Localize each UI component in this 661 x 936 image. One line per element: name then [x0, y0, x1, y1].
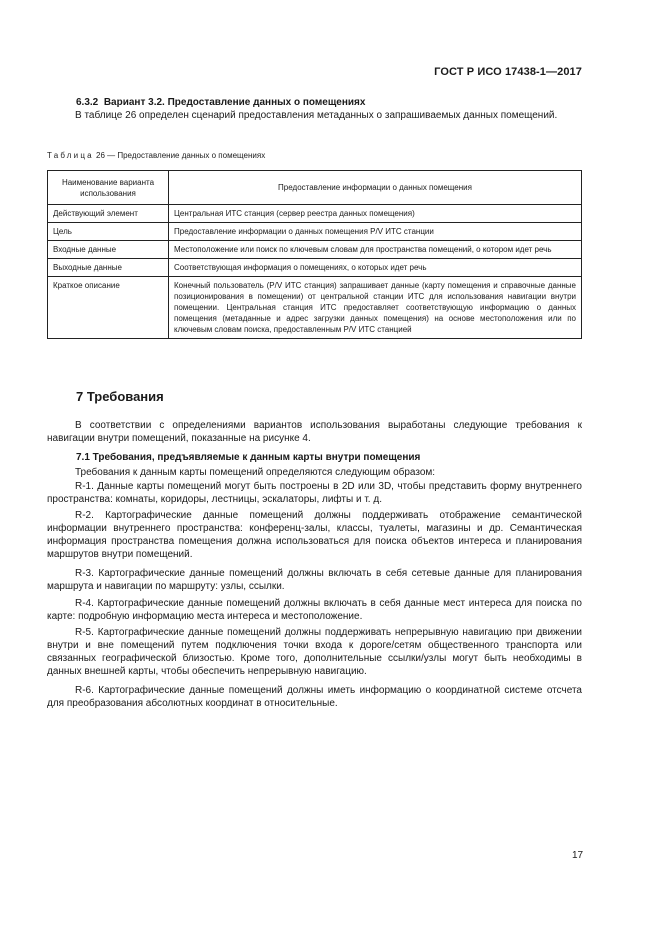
table-cell-name: Входные данные — [48, 241, 169, 259]
table-caption — [47, 151, 265, 160]
requirement-r4: R-4. Картографические данные помещений должны включать в себя данные мест интереса для поиска по карте: подробную информацию места интереса и местоположение. — [47, 598, 582, 622]
table-caption-label: Таблица — [47, 151, 94, 160]
table-row — [48, 241, 582, 259]
section-number: 6.3.2 — [76, 97, 99, 108]
table-cell-value: Центральная ИТС станция (сервер реестра данных помещения) — [169, 205, 582, 223]
table-cell-value: Соответствующая информация о помещениях, о которых идет речь — [169, 259, 582, 277]
requirement-r3: R-3. Картографические данные помещений должны включать в себя сетевые данные для планирования маршрута и навигации по маршруту: узлы, ссылки. — [47, 568, 582, 592]
table-cell-name: Выходные данные — [48, 259, 169, 277]
table-cell-name: Краткое описание — [48, 277, 169, 339]
requirement-r1: R-1. Данные карты помещений могут быть построены в 2D или 3D, чтобы представить форму внутреннего пространства: комнаты, коридоры, лестницы, эскалаторы, лифты и т. д. — [47, 481, 582, 505]
section-7-1-heading: 7.1 Требования, предъявляемые к данным карты внутри помещения — [76, 452, 421, 463]
section-7-heading: 7 Требования — [76, 389, 164, 404]
section-title: Вариант 3.2. Предоставление данных о помещениях — [103, 97, 366, 108]
document-header: ГОСТ Р ИСО 17438-1—2017 — [434, 66, 582, 78]
table-row — [48, 223, 582, 241]
table-cell-value: Местоположение или поиск по ключевым словам для пространства помещений, о котором идет речь — [169, 241, 582, 259]
table-row — [48, 277, 582, 339]
requirements-lead: Требования к данным карты помещений определяются следующим образом: — [75, 467, 436, 478]
section-7-intro: В соответствии с определениями вариантов использования выработаны следующие требования к навигации внутри помещений, показанные на рисунке 4. — [47, 420, 582, 444]
table-caption-text: 26 — Предоставление данных о помещениях — [93, 151, 266, 160]
page-number: 17 — [572, 850, 584, 861]
table-header-row — [48, 171, 582, 205]
table-header-cell: Наименование варианта использования — [48, 171, 169, 205]
table-cell-value: Предоставление информации о данных помещения P/V ИТС станции — [169, 223, 582, 241]
table-cell-value: Конечный пользователь (P/V ИТС станция) запрашивает данные (карту помещения и справочные данные позиционирования в помещении) от центральной станции ИТС для использования навигации внутри помещении. Центральная станция ИТС предоставляет соответствующую информацию о данных помещения (метаданные и адрес загрузки данных помещения) на основе местоположения или по ключевым словам поиска, предоставленным P/V ИТС станцией — [169, 277, 582, 339]
table-cell-name: Действующий элемент — [48, 205, 169, 223]
table-cell-name: Цель — [48, 223, 169, 241]
table-header-cell: Предоставление информации о данных помещения — [169, 171, 582, 205]
section-6-3-2-heading — [76, 96, 365, 109]
table-row — [48, 205, 582, 223]
section-6-3-2-paragraph: В таблице 26 определен сценарий предоставления метаданных о запрашиваемых данных помещений. — [75, 110, 558, 121]
use-case-table — [47, 170, 582, 339]
requirement-r2: R-2. Картографические данные помещений должны поддерживать отображение семантической информации внутреннего пространства: конференц-залы, классы, туалеты, магазины и др. Семантическая информация пространства помещения должна использоваться для поиска объектов интереса и планирования маршрутов внутри помещений. — [47, 510, 582, 560]
requirement-r5: R-5. Картографические данные помещений должны поддерживать непрерывную навигацию при движении внутри и вне помещений путем подключения точки входа к дороге/сетям общественного транспорта или связанных географической близостью. Кроме того, дополнительные ссылки/узлы могут быть необходимы в данных внешней карты, чтобы обеспечить непрерывную навигацию. — [47, 627, 582, 677]
table-row — [48, 259, 582, 277]
requirement-r6: R-6. Картографические данные помещений должны иметь информацию о координатной системе отсчета для преобразования абсолютных координат в относительные. — [47, 685, 582, 709]
